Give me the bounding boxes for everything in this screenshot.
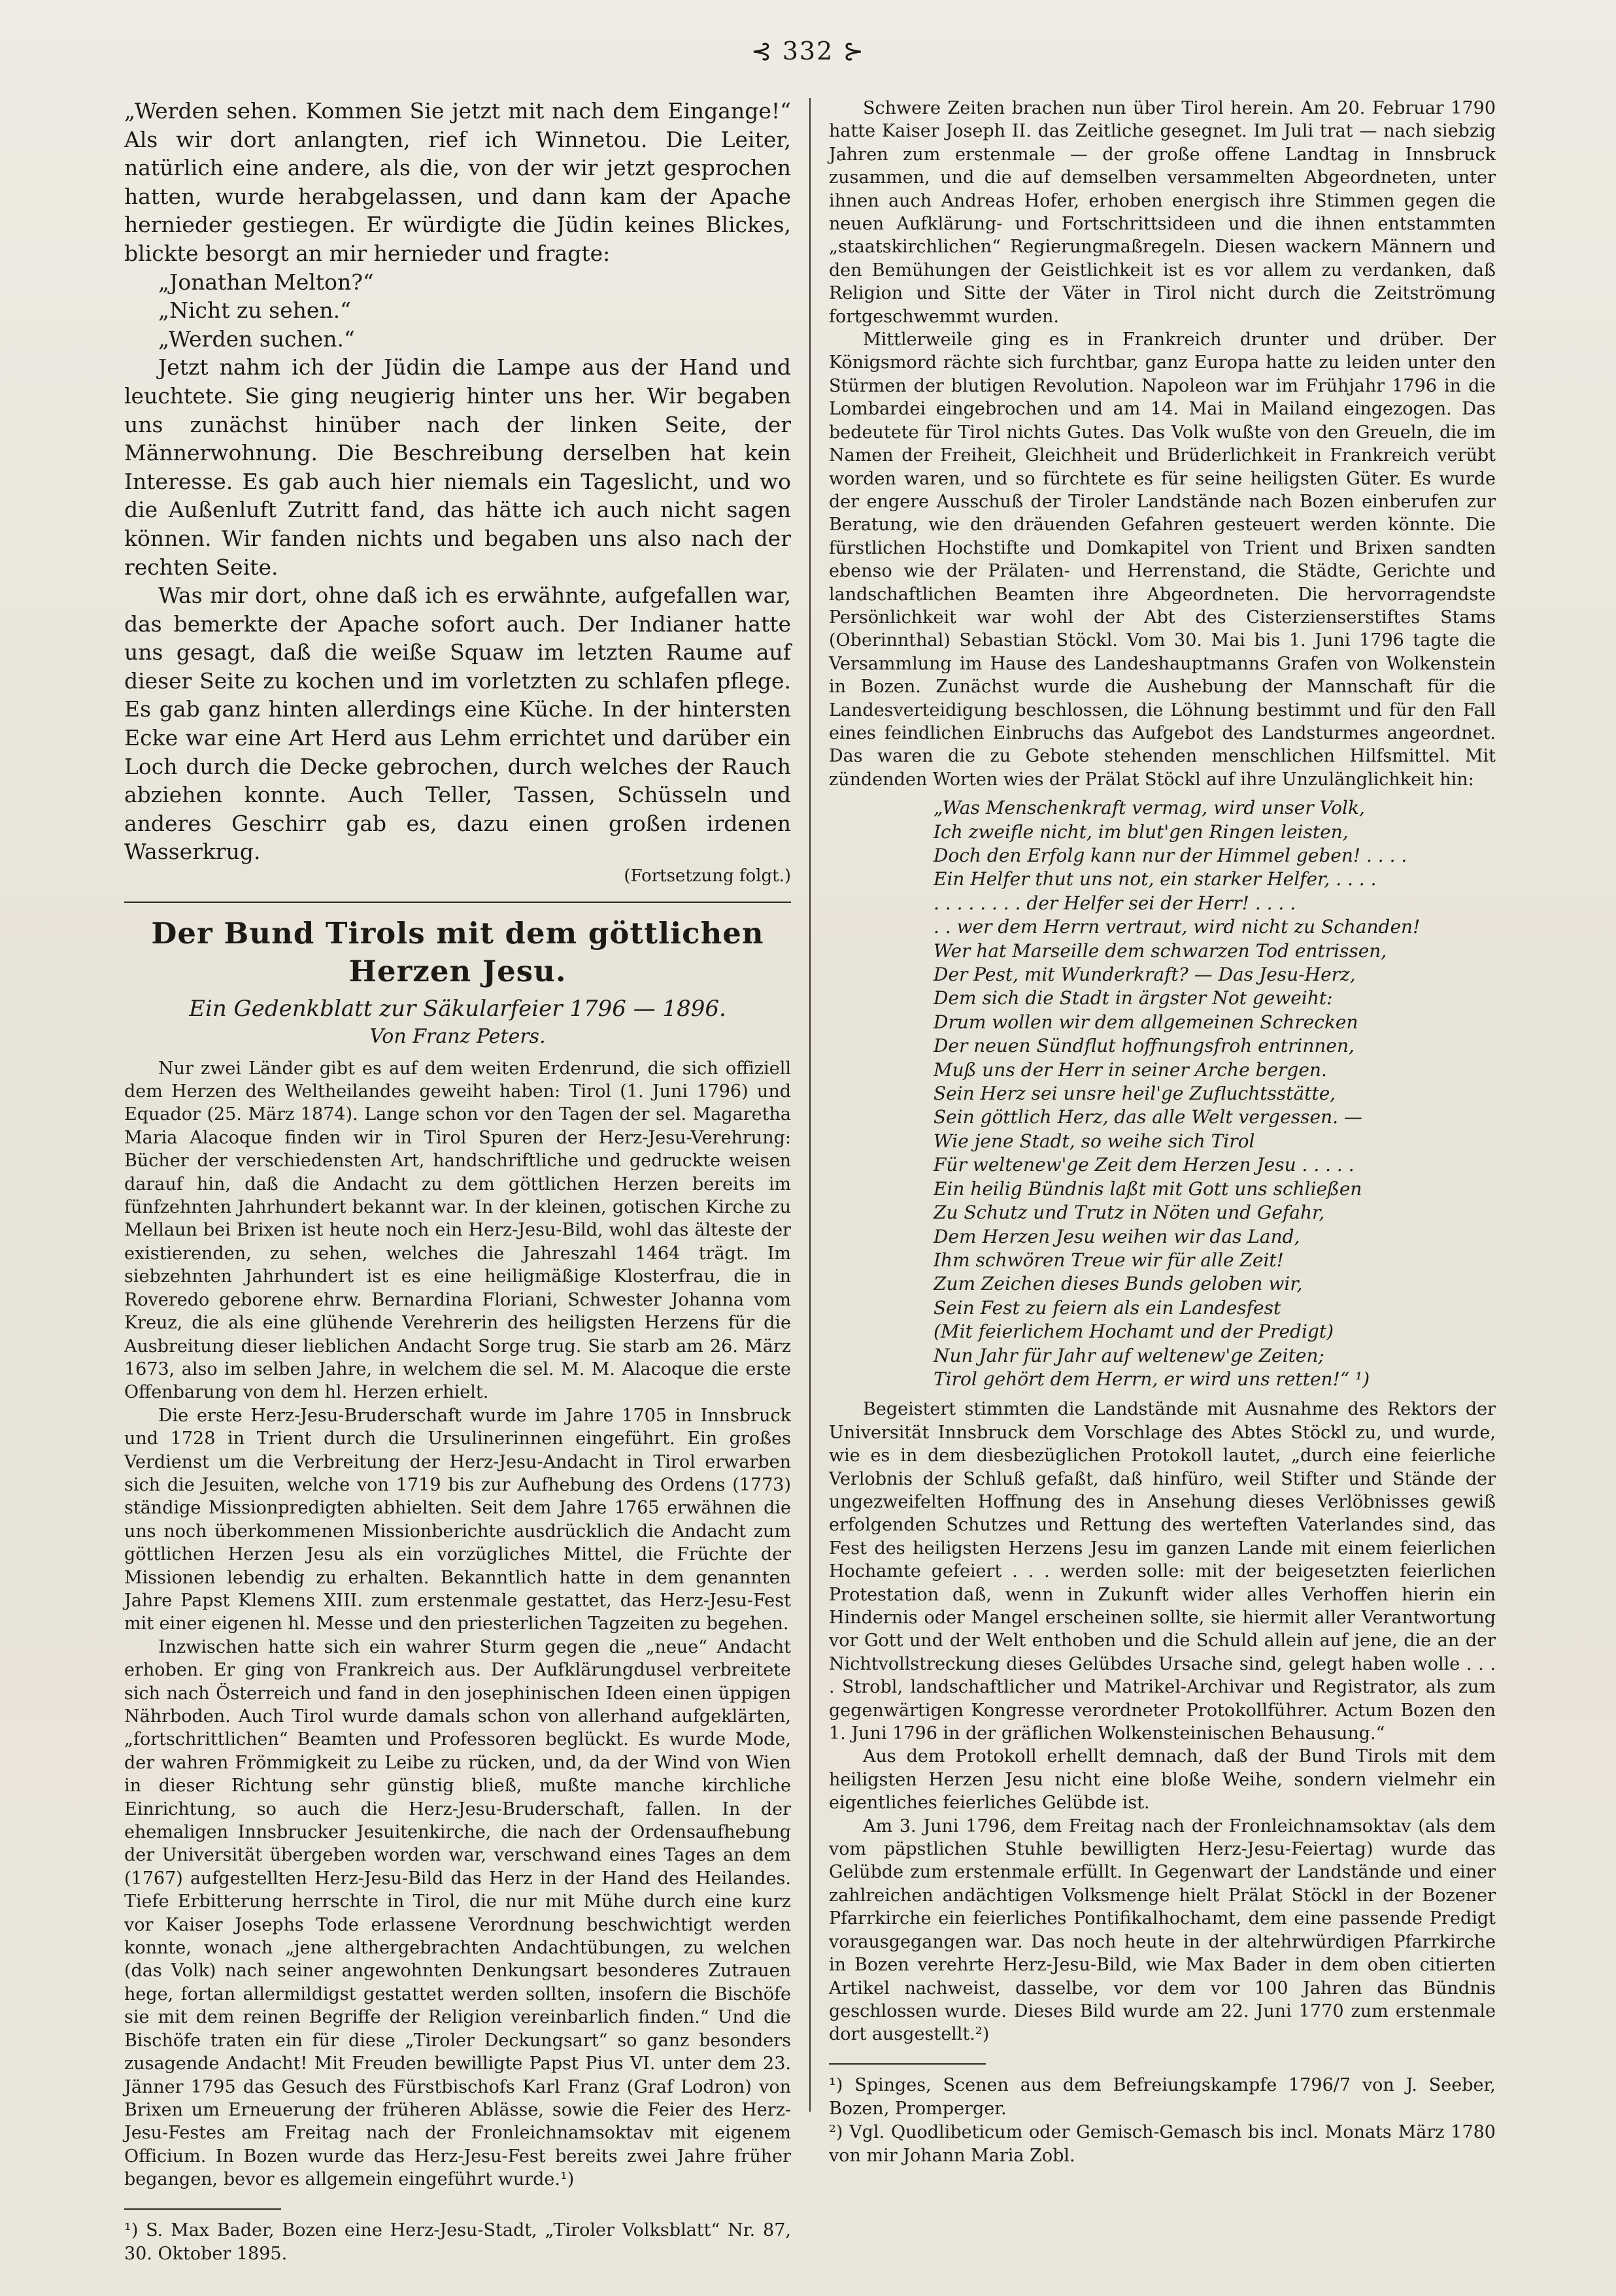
ornament-left-icon: ⊰ xyxy=(750,37,773,65)
poem-line: Dem Herzen Jesu weihen wir das Land, xyxy=(934,1225,1300,1247)
poem-line: Der Pest, mit Wunderkraft? — Das Jesu-Herz, xyxy=(934,964,1356,986)
article-author: Von Franz Peters. xyxy=(369,1024,546,1048)
footnote-rule xyxy=(124,2208,281,2210)
poem-line: Drum wollen wir dem allgemeinen Schrecken xyxy=(934,1011,1358,1033)
footnote: ¹) Spinges, Scenen aus dem Befreiungskampfe 1796/7 von J. Seeber, Bozen, Promperger. xyxy=(829,2074,1496,2119)
footnote: ²) Vgl. Quodlibeticum oder Gemisch-Gemasch bis incl. Monats März 1780 von mir Johann Maria Zobl. xyxy=(829,2121,1496,2166)
column-divider xyxy=(809,98,811,2112)
story-dialogue: „Werden suchen.“ xyxy=(158,326,355,352)
poem-line: Dem sich die Stadt in ärgster Not geweiht: xyxy=(934,987,1333,1009)
poem-line: Ein heilig Bündnis laßt mit Gott uns schließen xyxy=(934,1177,1362,1200)
article-subtitle: Ein Gedenkblatt zur Säkularfeier 1796 — 1896. xyxy=(189,995,726,1022)
article-paragraph: Die erste Herz-Jesu-Bruderschaft wurde im Jahre 1705 in Innsbruck und 1728 in Trient durch die Ursulinerinnen eingeführt. Ein großes Verdienst um die Verbreitung der Herz-Jesu-Andacht in Tirol erwarben sich die Jesuiten, welche von 1719 bis zur Aufhebung des Ordens (1773) ständige Missionpredigten abhielten. Seit dem Jahre 1765 erwähnen die uns noch überkommenen Missionberichte ausdrücklich die Andacht zum göttlichen Herzen Jesu als ein vorzügliches Mittel, die Früchte der Missionen lebendig zu erhalten. Bekanntlich hatte in dem genannten Jahre Papst Klemens XIII. zum erstenmale gestattet, das Herz-Jesu-Fest mit einer eigenen hl. Messe und den priesterlichen Tagzeiten zu begehen. xyxy=(124,1405,791,1634)
ornament-right-icon: ⊱ xyxy=(843,37,866,65)
poem-line: Muß uns der Herr in seiner Arche bergen. xyxy=(934,1058,1327,1081)
right-column xyxy=(829,97,1496,2189)
poem-line: Sein göttlich Herz, das alle Welt vergessen. — xyxy=(934,1106,1362,1128)
poem-line: Sein Fest zu feiern als ein Landesfest xyxy=(934,1296,1281,1319)
poem-line: Sein Herz sei unsre heil'ge Zufluchtsstätte, xyxy=(934,1083,1336,1105)
section-rule xyxy=(124,902,791,903)
poem-line: . . . . . . . . der Helfer sei der Herr! . . . . xyxy=(934,892,1296,914)
poem-line: Ich zweifle nicht, im blut'gen Ringen leisten, xyxy=(934,820,1349,843)
article-paragraph: Aus dem Protokoll erhellt demnach, daß der Bund Tirols mit dem heiligsten Herzen Jesu nicht eine bloße Weihe, sondern vielmehr ein eigentliches feierliches Gelübde ist. xyxy=(829,1746,1496,1814)
article-paragraph: Am 3. Juni 1796, dem Freitag nach der Fronleichnamsoktav (als dem vom päpstlichen Stuhle bewilligten Herz-Jesu-Feiertag) wurde das Gelübde zum erstenmale erfüllt. In Gegenwart der Landstände und einer zahlreichen andächtigen Volksmenge hielt Prälat Stöckl in der Bozener Pfarrkirche ein feierliches Pontifikalhochamt, dem eine passende Predigt vorausgegangen war. Das noch heute in der altehrwürdigen Pfarrkirche in Bozen verehrte Herz-Jesu-Bild, wie Max Bader in dem oben citierten Artikel nachweist, dasselbe, vor dem vor 100 Jahren das Bündnis geschlossen wurde. Dieses Bild wurde am 22. Juni 1770 zum erstenmale dort ausgestellt.²) xyxy=(829,1815,1496,2045)
poem xyxy=(829,796,1496,1391)
article-paragraph: Begeistert stimmten die Landstände mit Ausnahme des Rektors der Universität Innsbruck dem Vorschlage des Abtes Stöckl zu, und wurde, wie es in dem diesbezüglichen Protokoll lautet, „durch eine feierliche Verlobnis der Schluß gefaßt, daß hinfüro, weil Stifter und Stände der ungezweifelten Hoffnung des in Ansehung dieses Verlöbnisses gewiß erfolgenden Schutzes und Rettung des werteften Vaterlandes sind, das Fest des heiligsten Herzens Jesu im ganzen Lande mit einem feierlichen Hochamte gefeiert . . . werden solle: mit der beigesetzten feierlichen Protestation daß, wenn in Zukunft wider alles Verhoffen hierin ein Hindernis oder Mangel erscheinen sollte, sie hiermit aller Verantwortung vor Gott und der Welt enthoben und die Schuld allein auf jene, die an der Nichtvollstreckung dieses Gelübdes Ursache sind, gelegt haben wolle . . . . Strobl, landschaftlicher und Matrikel-Archivar und Registrator, als zum gegenwärtigen Kongresse verordneter Protokollführer. Actum Bozen den 1. Juni 1796 in der gräflichen Wolkensteinischen Behausung.“ xyxy=(829,1399,1496,1744)
poem-line: (Mit feierlichem Hochamt und der Predigt) xyxy=(934,1321,1334,1343)
story-paragraph: „Werden sehen. Kommen Sie jetzt mit nach dem Eingange!“ Als wir dort anlangten, rief ich Winnetou. Die Leiter, natürlich eine andere, als die, von der wir jetzt gesprochen hatten, wurde herabgelassen, und dann kam der Apache hernieder gestiegen. Er würdigte die Jüdin keines Blickes, blickte besorgt an mir hernieder und fragte: xyxy=(124,98,791,266)
poem-line: Doch den Erfolg kann nur der Himmel geben! . . . . xyxy=(934,845,1407,866)
poem-line: Zum Zeichen dieses Bunds geloben wir, xyxy=(934,1273,1303,1295)
left-column xyxy=(124,97,791,2264)
article-paragraph: Inzwischen hatte sich ein wahrer Sturm gegen die „neue“ Andacht erhoben. Er ging von Frankreich aus. Der Aufklärungdusel verbreitete sich nach Österreich und fand in den josephinischen Ideen einen üppigen Nährboden. Auch Tirol wurde damals schon von allerhand aufgeklärten, „fortschrittlichen“ Beamten und Professoren beglückt. Es wurde Mode, der wahren Frömmigkeit zu Leibe zu rücken, und, da der Wind von Wien in dieser Richtung sehr günstig bließ, mußte manche kirchliche Einrichtung, so auch die Herz-Jesu-Bruderschaft, fallen. In der ehemaligen Innsbrucker Jesuitenkirche, die nach der Ordensaufhebung der Universität übergeben worden war, verschwand eines Tages an dem (1767) aufgestellten Herz-Jesu-Bild das Herz in der Hand des Heilandes. Tiefe Erbitterung herrschte in Tirol, die nur mit Mühe durch eine kurz vor Kaiser Josephs Tode erlassene Verordnung beschwichtigt werden konnte, wonach „jene althergebrachten Andachtübungen, zu welchen (das Volk) nach seiner angewohnten Denkungsart besonderes Zutrauen hege, fortan allermildigst gestattet werden sollten, insofern die Bischöfe sie mit dem reinen Begriffe der Religion vereinbarlich finden.“ Und die Bischöfe traten ein für diese „Tiroler Deckungsart“ so ganz besonders zusagende Andacht! Mit Freuden bewilligte Papst Pius VI. unter dem 23. Jänner 1795 das Gesuch des Fürstbischofs Karl Franz (Graf Lodron) von Brixen um Erneuerung der früheren Ablässe, sowie die Feier des Herz-Jesu-Festes am Freitag nach der Fronleichnamsoktav mit eigenem Officium. In Bozen wurde das Herz-Jesu-Fest bereits zwei Jahre früher begangen, bevor es allgemein eingeführt wurde.¹) xyxy=(124,1636,791,2190)
story-paragraph: Was mir dort, ohne daß ich es erwähnte, aufgefallen war, das bemerkte der Apache sofort auch. Der Indianer hatte uns gesagt, daß die weiße Squaw im letzten Raume auf dieser Seite zu kochen und im vorletzten zu schlafen pflege. Es gab ganz hinten allerdings eine Küche. In der hintersten Ecke war eine Art Herd aus Lehm errichtet und darüber ein Loch durch die Decke gebrochen, durch welches der Rauch abziehen konnte. Auch Teller, Tassen, Schüsseln und anderes Geschirr gab es, dazu einen großen irdenen Wasserkrug. xyxy=(124,582,791,865)
poem-line: Tirol gehört dem Herrn, er wird uns retten!“ ¹) xyxy=(934,1368,1370,1390)
poem-line: Ihm schwören Treue wir für alle Zeit! xyxy=(934,1249,1284,1271)
article-title: Der Bund Tirols mit dem göttlichen Herzen Jesu. xyxy=(151,915,764,988)
article-body-left xyxy=(124,1057,791,2191)
poem-line: Wer hat Marseille dem schwarzen Tod entrissen, xyxy=(934,939,1387,962)
footnote-rule xyxy=(829,2063,986,2065)
story-dialogue: „Nicht zu sehen.“ xyxy=(158,297,352,324)
poem-line: Ein Helfer thut uns not, ein starker Helfer, . . . . xyxy=(934,868,1377,890)
article-paragraph: Schwere Zeiten brachen nun über Tirol herein. Am 20. Februar 1790 hatte Kaiser Joseph II. das Zeitliche gesegnet. Im Juli trat — nach siebzig Jahren zum erstenmale — der große offene Landtag in Innsbruck zusammen, und die auf demselben versammelten Abgeordneten, unter ihnen auch Andreas Hofer, erhoben energisch ihre Stimmen gegen die neuen Aufklärung- und Fortschrittsideen und die ihnen entstammten „staatskirchlichen“ Regierungmaßregeln. Diesen wackern Männern und den Bemühungen der Geistlichkeit ist es vor allem zu verdanken, daß Religion und Sitte der Väter in Tirol nicht durch die Zeitströmung fortgeschwemmt wurden. xyxy=(829,98,1496,327)
article-paragraph: Mittlerweile ging es in Frankreich drunter und drüber. Der Königsmord rächte sich furchtbar, ganz Europa hatte zu leiden unter den Stürmen der blutigen Revolution. Napoleon war im Frühjahr 1796 in die Lombardei eingebrochen und am 14. Mai in Mailand eingezogen. Das bedeutete für Tirol nichts Gutes. Das Volk wußte von den Greueln, die im Namen der Freiheit, Gleichheit und Brüderlichkeit in Frankreich verübt worden waren, und so fürchtete es für seine heiligsten Güter. Es wurde der engere Ausschuß der Tiroler Landstände nach Bozen einberufen zur Beratung, wie den dräuenden Gefahren gesteuert werden könnte. Die fürstlichen Hochstifte und Domkapitel von Trient und Brixen sandten ebenso wie der Prälaten- und Herrenstand, die Städte, Gerichte und landschaftlichen Beamten ihre Abgeordneten. Die hervorragendste Persönlichkeit war wohl der Abt des Cisterzienserstiftes Stams (Oberinnthal) Sebastian Stöckl. Vom 30. Mai bis 1. Juni 1796 tagte die Versammlung im Hause des Landeshauptmanns Grafen von Wolkenstein in Bozen. Zunächst wurde die Aushebung der Mannschaft für die Landesverteidigung beschlossen, die Löhnung bestimmt und für den Fall eines feindlichen Einbruchs das Aufgebot des Landsturmes angeordnet. Das waren die zu Gebote stehenden menschlichen Hilfsmittel. Mit zündenden Worten wies der Prälat Stöckl auf ihre Unzulänglichkeit hin: xyxy=(829,329,1496,790)
poem-line: Für weltenew'ge Zeit dem Herzen Jesu . . . . . xyxy=(934,1154,1355,1176)
poem-line: Zu Schutz und Trutz in Nöten und Gefahr, xyxy=(934,1202,1325,1224)
poem-line: . . wer dem Herrn vertraut, wird nicht zu Schanden! xyxy=(934,916,1421,938)
page-number: ⊰ 332 ⊱ xyxy=(750,37,866,65)
story-paragraph: Jetzt nahm ich der Jüdin die Lampe aus der Hand und leuchtete. Sie ging neugierig hinter uns her. Wir begaben uns zunächst hinüber nach der linken Seite, der Männerwohnung. Die Beschreibung derselben hat kein Interesse. Es gab auch hier niemals ein Tageslicht, und wo die Außenluft Zutritt fand, das hätte ich auch nicht sagen können. Wir fanden nichts und begaben uns also nach der rechten Seite. xyxy=(124,354,791,580)
story-dialogue: „Jonathan Melton?“ xyxy=(158,269,374,295)
poem-line: Der neuen Sündflut hoffnungsfroh entrinnen, xyxy=(934,1035,1355,1057)
poem-line: „Was Menschenkraft vermag, wird unser Volk, xyxy=(934,797,1365,819)
continued-note: (Fortsetzung folgt.) xyxy=(624,866,791,886)
article-body-right xyxy=(829,97,1496,2046)
story-section xyxy=(124,97,791,891)
article-paragraph: Nur zwei Länder gibt es auf dem weiten Erdenrund, die sich offiziell dem Herzen des Weltheilandes geweiht haben: Tirol (1. Juni 1796) und Equador (25. März 1874). Lange schon vor den Tagen der sel. Magaretha Maria Alacoque finden wir in Tirol Spuren der Herz-Jesu-Verehrung: Bücher der verschiedensten Art, handschriftliche und gedruckte weisen darauf hin, daß die Andacht zu dem göttlichen Herzen bereits im fünfzehnten Jahrhundert bekannt war. In der kleinen, gotischen Kirche zu Mellaun bei Brixen ist heute noch ein Herz-Jesu-Bild, wohl das älteste der existierenden, zu sehen, welches die Jahreszahl 1464 trägt. Im siebzehnten Jahrhundert ist es eine heiligmäßige Klosterfrau, die in Roveredo geborene ehrw. Bernardina Floriani, Schwester Johanna vom Kreuz, die als eine glühende Verehrerin des heiligsten Herzens für die Ausbreitung dieser lieblichen Andacht Sorge trug. Sie starb am 26. März 1673, also im selben Jahre, in welchem die sel. M. M. Alacoque die erste Offenbarung von dem hl. Herzen erhielt. xyxy=(124,1058,791,1403)
footnote: ¹) S. Max Bader, Bozen eine Herz-Jesu-Stadt, „Tiroler Volksblatt“ Nr. 87, 30. Oktober 1895. xyxy=(124,2220,791,2264)
poem-line: Nun Jahr für Jahr auf weltenew'ge Zeiten; xyxy=(934,1344,1324,1366)
poem-line: Wie jene Stadt, so weihe sich Tirol xyxy=(934,1130,1255,1152)
